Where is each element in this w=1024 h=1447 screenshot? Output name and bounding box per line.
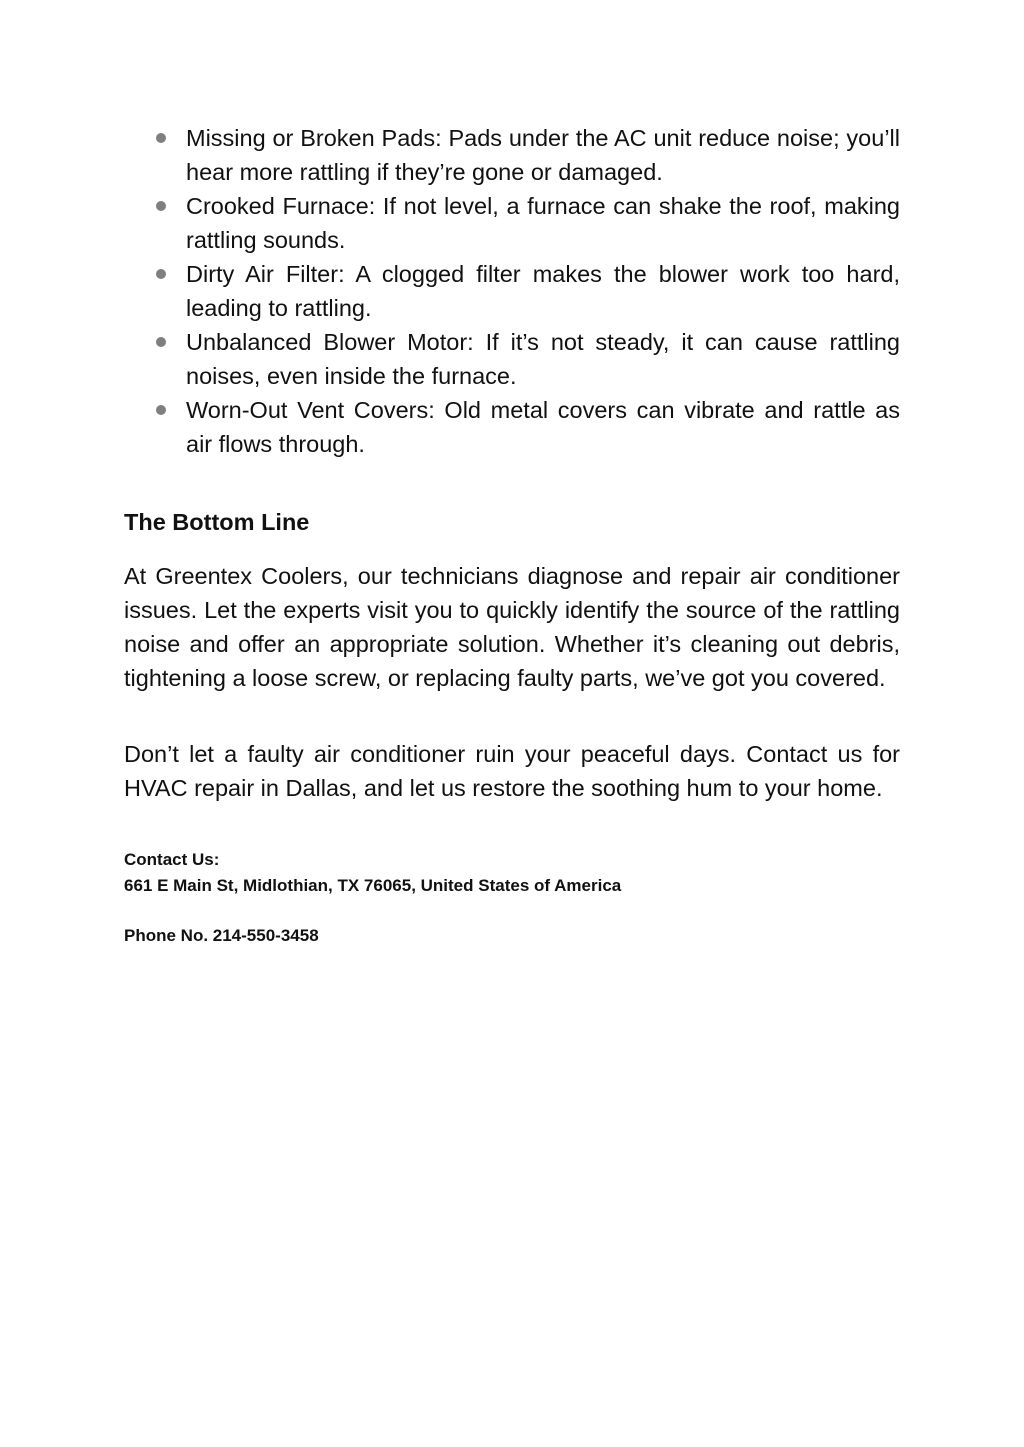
list-item [124, 393, 900, 461]
bullet-icon [156, 269, 166, 279]
list-item-text: Crooked Furnace: If not level, a furnace can shake the roof, making rattling sounds. [186, 193, 900, 253]
list-item-text: Dirty Air Filter: A clogged filter makes the blower work too hard, leading to rattling. [186, 261, 900, 321]
document-page [124, 121, 900, 949]
bullet-icon [156, 201, 166, 211]
body-paragraph: Don’t let a faulty air conditioner ruin your peaceful days. Contact us for HVAC repair in Dallas, and let us restore the soothing hum to your home. [124, 741, 900, 801]
bullet-icon [156, 405, 166, 415]
list-item [124, 121, 900, 189]
bullet-icon [156, 133, 166, 143]
list-item-text: Worn-Out Vent Covers: Old metal covers can vibrate and rattle as air flows through. [186, 397, 900, 457]
cause-list [124, 121, 900, 461]
list-item-text: Missing or Broken Pads: Pads under the AC unit reduce noise; you’ll hear more rattling if they’re gone or damaged. [186, 125, 900, 185]
list-item-text: Unbalanced Blower Motor: If it’s not steady, it can cause rattling noises, even inside the furnace. [186, 329, 900, 389]
list-item [124, 257, 900, 325]
contact-block [124, 847, 900, 949]
body-paragraph: At Greentex Coolers, our technicians diagnose and repair air conditioner issues. Let the experts visit you to quickly identify the source of the rattling noise and offer an appropriate solution. Whether it’s cleaning out debris, tightening a loose screw, or replacing faulty parts, we’ve got you covered. [124, 563, 900, 691]
section-heading: The Bottom Line [124, 509, 310, 535]
contact-label: Contact Us: [124, 850, 220, 869]
contact-phone: Phone No. 214-550-3458 [124, 926, 319, 945]
list-item [124, 189, 900, 257]
list-item [124, 325, 900, 393]
bullet-icon [156, 337, 166, 347]
contact-address: 661 E Main St, Midlothian, TX 76065, United States of America [124, 876, 622, 895]
